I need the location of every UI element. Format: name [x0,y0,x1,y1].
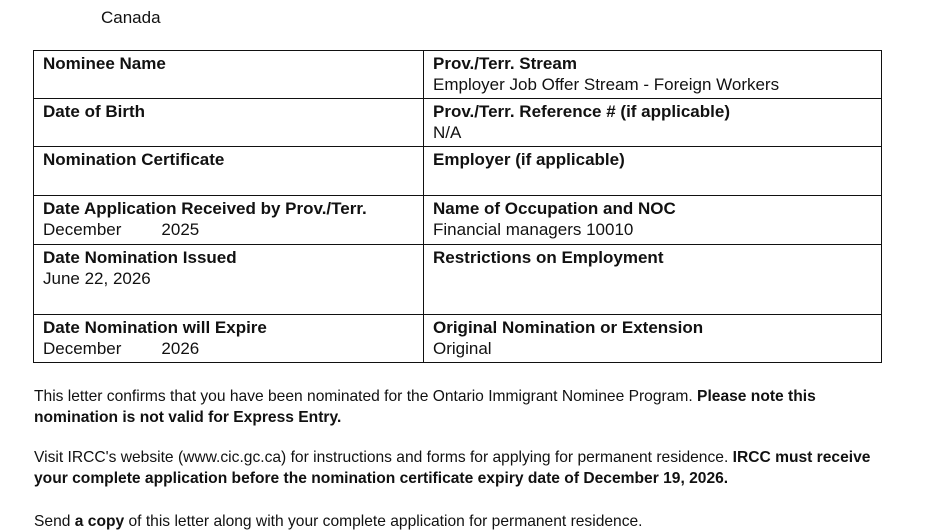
confirmation-paragraph [34,386,904,428]
send-copy-paragraph [34,511,904,532]
occupation-value: Financial managers 10010 [433,220,634,239]
stream-value: Employer Job Offer Stream - Foreign Workers [433,75,780,94]
occupation-cell [424,196,882,245]
nomination-issued-label: Date Nomination Issued [43,248,237,267]
nomination-expire-year: 2026 [161,339,200,358]
country-label: Canada [101,8,161,27]
stream-cell [424,51,882,99]
nomination-table [33,50,882,363]
ircc-paragraph [34,447,904,489]
ircc-deadline-note: IRCC must receive your complete application before the nomination certificate expiry date of December 19, 2026. [34,449,871,487]
employer-label: Employer (if applicable) [433,150,625,169]
table-row [34,99,882,147]
occupation-label: Name of Occupation and NOC [433,199,676,218]
application-received-value [43,219,415,240]
nomination-expire-label: Date Nomination will Expire [43,318,267,337]
nominee-name-cell [34,51,424,99]
nomination-expire-month: December [43,339,122,358]
table-row [34,315,882,363]
reference-value: N/A [433,123,462,142]
restrictions-label: Restrictions on Employment [433,248,664,267]
reference-label: Prov./Terr. Reference # (if applicable) [433,102,730,121]
original-extension-value: Original [433,339,492,358]
express-entry-note: Please note this nomination is not valid for Express Entry. [34,388,816,426]
table-row [34,196,882,245]
table-row [34,245,882,315]
send-text: Send [34,513,75,530]
nomination-expire-cell [34,315,424,363]
original-extension-label: Original Nomination or Extension [433,318,704,337]
nomination-issued-cell [34,245,424,315]
application-received-month: December [43,220,122,239]
nomination-certificate-label: Nomination Certificate [43,150,225,169]
nomination-certificate-cell [34,147,424,196]
nomination-expire-value [43,338,415,359]
ircc-instructions-text: Visit IRCC's website (www.cic.gc.ca) for instructions and forms for applying for permanent residence. [34,449,733,466]
stream-label: Prov./Terr. Stream [433,54,577,73]
send-copy-rest-text: of this letter along with your complete application for permanent residence. [124,513,643,530]
table-row [34,147,882,196]
confirmation-text: This letter confirms that you have been nominated for the Ontario Immigrant Nominee Program. [34,388,698,405]
original-extension-cell [424,315,882,363]
nomination-issued-value: June 22, 2026 [43,269,151,288]
employer-cell [424,147,882,196]
nominee-name-label: Nominee Name [43,54,166,73]
application-received-label: Date Application Received by Prov./Terr. [43,199,367,218]
date-of-birth-label: Date of Birth [43,102,145,121]
a-copy-text: a copy [74,513,125,530]
date-of-birth-cell [34,99,424,147]
application-received-year: 2025 [161,220,200,239]
application-received-cell [34,196,424,245]
reference-cell [424,99,882,147]
restrictions-cell [424,245,882,315]
table-row [34,51,882,99]
